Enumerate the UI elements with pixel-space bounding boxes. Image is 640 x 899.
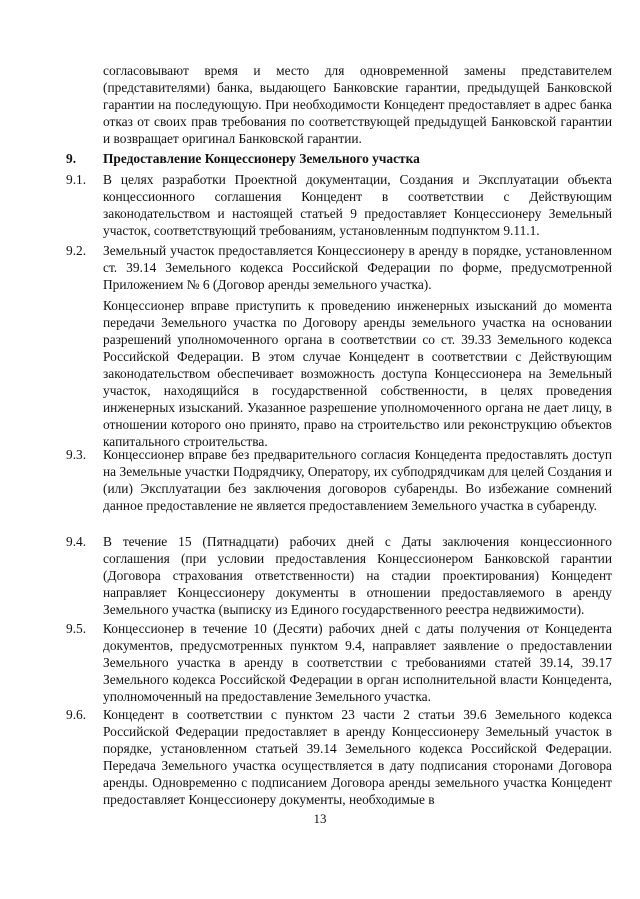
clause-text: Концессионер в течение 10 (Десяти) рабочих дней с даты получения от Концедента документов, предусмотренных пунктом 9.4, направляет заявление о предоставлении Земельного участка в аренду в соответствии с требованиями статей 39.14, 39.17 Земельного кодекса Российской Федерации в орган исполнительной власти Концедента, уполномоченный на предоставление Земельного участка. [103, 621, 612, 704]
clause-text: Концессионер вправе без предварительного согласия Концедента предоставлять доступ на Земельные участки Подрядчику, Оператору, их субподрядчикам для целей Создания и (или) Эксплуатации без заключения договоров субаренды. Во избежание сомнений данное предоставление не является предоставлением Земельного участка в субаренду. [103, 447, 612, 513]
clause-number: 9.4. [66, 534, 87, 549]
clause-text: В течение 15 (Пятнадцати) рабочих дней с Даты заключения концессионного соглашения (при условии предоставления Концессионером Банковской гарантии (Договора страхования ответственности) на стадии проектирования) Концедент направляет Концессионеру документы в отношении предоставляемого в аренду Земельного участка (выписку из Единого государственного реестра недвижимости). [103, 534, 612, 617]
clause-number: 9.3. [66, 447, 87, 462]
page-number: 13 [313, 811, 327, 826]
clause-number: 9.2. [66, 243, 87, 258]
clause-9-2-paragraph: Концессионер вправе приступить к проведению инженерных изысканий до момента передачи Земельного участка по Договору аренды земельного участка на основании разрешений уполномоченного органа в соответствии со ст. 39.33 Земельного кодекса Российской Федерации. В этом случае Концедент в соответствии с Действующим законодательством обеспечивает возможность доступа Концессионера на Земельный участок, находящийся в государственной собственности, в целях проведения инженерных изысканий. Указанное разрешение уполномоченного органа не дает лицу, в отношении которого оно принято, право на строительство или реконструкцию объектов капитального строительства. [103, 298, 612, 449]
continuation-paragraph: согласовывают время и место для одновременной замены представителем (представителями) банка, выдающего Банковские гарантии, предыдущей Банковской гарантии на последующую. При необходимости Концедент предоставляет в адрес банка отказ от своих прав требования по соответствующей предыдущей Банковской гарантии и возвращает оригинал Банковской гарантии. [103, 63, 612, 146]
clause-number: 9.5. [66, 621, 87, 636]
section-number: 9. [66, 151, 77, 166]
clause-number: 9.6. [66, 707, 87, 722]
clause-text: В целях разработки Проектной документации, Создания и Эксплуатации объекта концессионного соглашения Концедент в соответствии с Действующим законодательством и настоящей статьей 9 предоставляет Концессионеру Земельный участок, соответствующий требованиям, установленным подпунктом 9.11.1. [103, 172, 612, 238]
clause-number: 9.1. [66, 172, 87, 187]
section-title: Предоставление Концессионеру Земельного участка [103, 151, 420, 166]
clause-text: Концедент в соответствии с пунктом 23 части 2 статьи 39.6 Земельного кодекса Российской Федерации предоставляет в аренду Концессионеру Земельный участок в порядке, установленном статьей 39.14 Земельного кодекса Российской Федерации. Передача Земельного участка осуществляется в дату подписания сторонами Договора аренды. Одновременно с подписанием Договора аренды земельного участка Концедент предоставляет Концессионеру документы, необходимые в [103, 707, 612, 807]
clause-text: Земельный участок предоставляется Концессионеру в аренду в порядке, установленном ст. 39.14 Земельного кодекса Российской Федерации по форме, предусмотренной Приложением № 6 (Договор аренды земельного участка). [103, 243, 612, 292]
